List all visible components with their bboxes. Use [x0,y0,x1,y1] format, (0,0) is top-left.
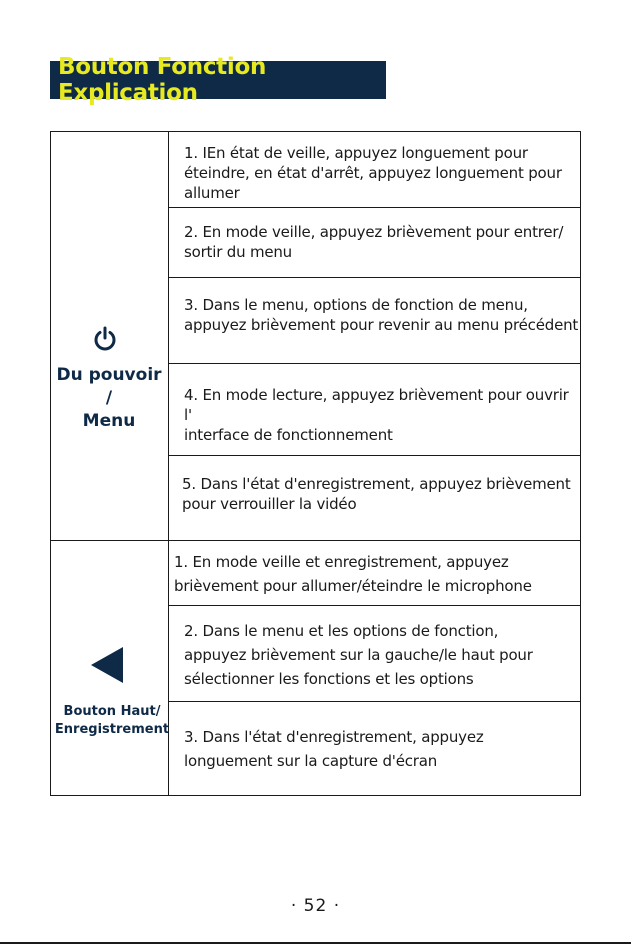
label-line: Du pouvoir [56,365,162,385]
label-line: / [105,388,113,408]
table-border-right [580,131,581,796]
description-line: 1. IEn état de veille, appuyez longuement pour [184,144,528,162]
description-line: éteindre, en état d'arrêt, appuyez longuement pour [184,164,562,182]
description-line: allumer [184,184,240,202]
description-line: 3. Dans le menu, options de fonction de menu, [184,296,528,314]
table-border-top [50,131,581,132]
function-description [184,385,579,445]
description-line: 2. Dans le menu et les options de fonction, [184,622,499,640]
button-label-up-record [54,703,170,739]
description-line: sortir du menu [184,243,292,261]
label-line: Menu [82,411,136,431]
section-title: Bouton Fonction Explication [58,54,267,106]
description-line: 3. Dans l'état d'enregistrement, appuyez [184,728,484,746]
bottom-rule [0,942,631,944]
row-divider [168,277,581,278]
function-description [182,474,579,514]
function-description [174,550,579,598]
row-group-divider [50,540,581,541]
function-description [184,725,579,773]
function-description [184,619,579,691]
label-line: Enregistrement [54,722,170,737]
row-divider [168,701,581,702]
description-line: 4. En mode lecture, appuyez brièvement pour ouvrir l' [184,386,569,424]
description-line: 1. En mode veille et enregistrement, appuyez [174,553,509,571]
description-line: interface de fonctionnement [184,426,393,444]
description-line: appuyez brièvement sur la gauche/le haut pour [184,646,533,664]
table-border-left [50,131,51,796]
button-label-power-menu [50,364,168,433]
description-line: sélectionner les fonctions et les options [184,670,474,688]
row-divider [168,455,581,456]
description-line: appuyez brièvement pour revenir au menu précédent [184,316,579,334]
description-line: brièvement pour allumer/éteindre le microphone [174,577,532,595]
row-divider [168,605,581,606]
description-line: 5. Dans l'état d'enregistrement, appuyez brièvement [182,475,571,493]
button-function-table [50,131,581,796]
description-line: pour verrouiller la vidéo [182,495,357,513]
column-divider [168,131,169,796]
function-description [184,143,579,203]
row-divider [168,363,581,364]
function-description [184,222,579,262]
label-line: Bouton Haut/ [63,704,161,719]
table-border-bottom [50,795,581,796]
page-number: · 52 · [290,896,341,916]
power-icon [92,325,118,353]
section-title-bar [50,54,386,106]
description-line: 2. En mode veille, appuyez brièvement pour entrer/ [184,223,564,241]
function-description [184,295,579,335]
left-triangle-icon [91,647,123,683]
description-line: longuement sur la capture d'écran [184,752,438,770]
row-divider [168,207,581,208]
